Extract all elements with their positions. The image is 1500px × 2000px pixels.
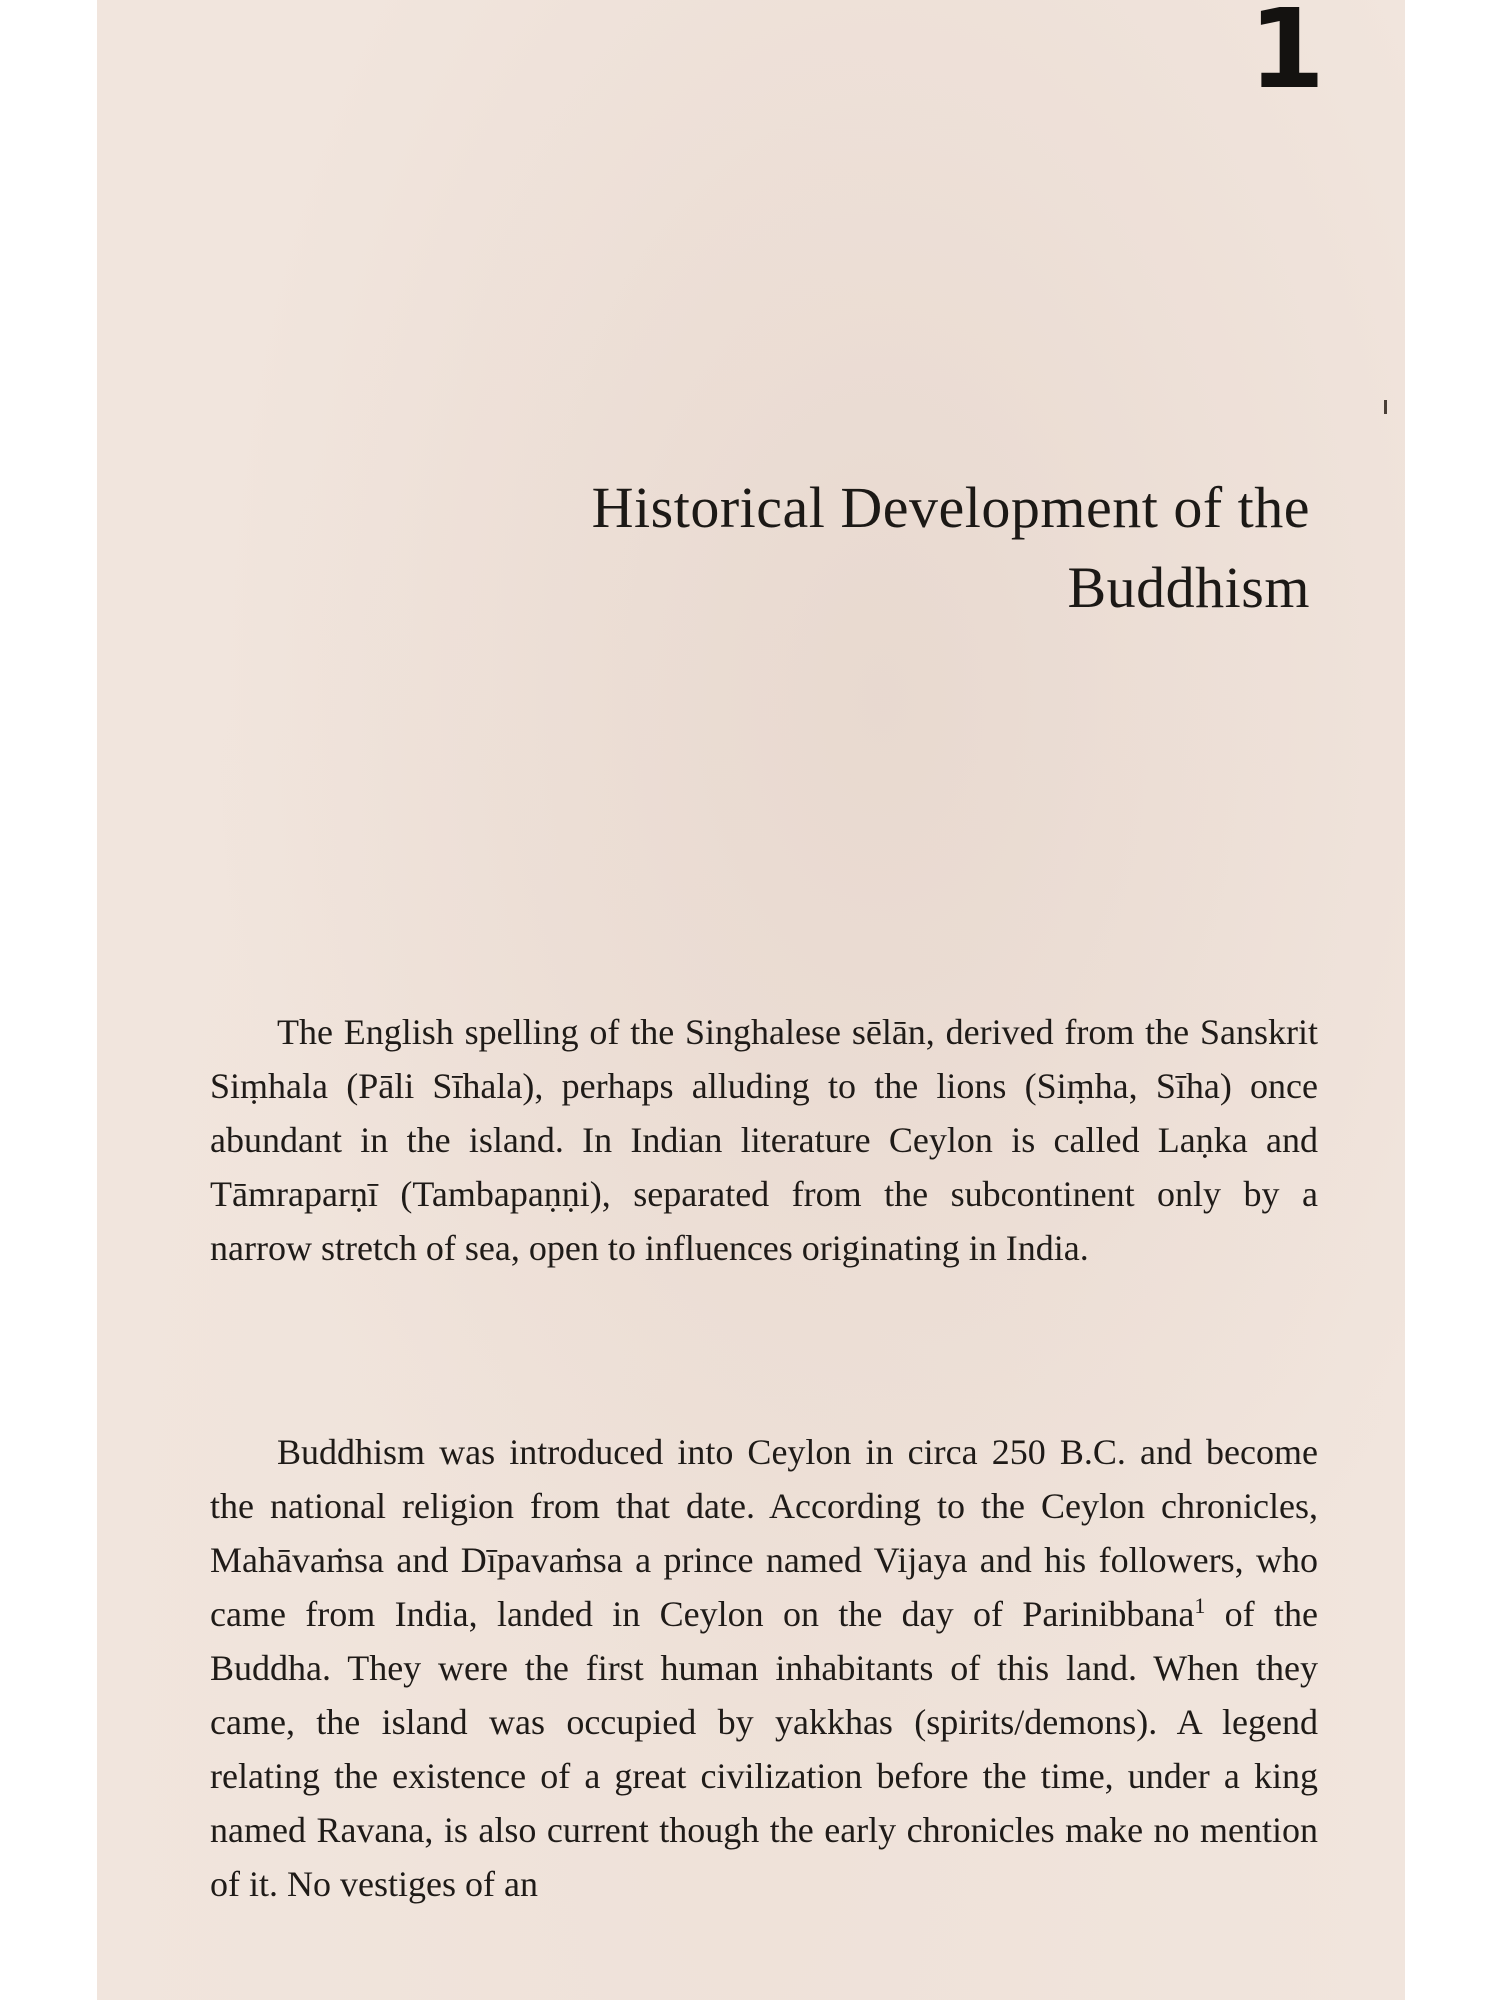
chapter-title-line-1: Historical Development of the: [591, 475, 1310, 540]
footnote-marker: 1: [1194, 1593, 1206, 1618]
paragraph-2-text-a: Buddhism was introduced into Ceylon in circa 250 B.C. and become the national religion from that date. According to the Ceylon chronicles, Mahāvaṁsa and Dīpavaṁsa a prince named Vijaya and his followers, who came from India, landed in Ceylon on the day of Parinibbana: [210, 1432, 1318, 1634]
book-page: [97, 0, 1405, 2000]
chapter-number: 1: [1248, 0, 1325, 113]
paragraph-2: [210, 1425, 1318, 1945]
paragraph-1: The English spelling of the Singhalese sēlān, derived from the Sanskrit Siṃhala (Pāli Sīhala), perhaps alluding to the lions (Siṃha, Sīha) once abundant in the island. In Indian literature Ceylon is called Laṇka and Tāmraparṇī (Tambapaṇṇi), separated from the subcontinent only by a narrow stretch of sea, open to influences originating in India.: [210, 1012, 1318, 1268]
margin-mark: [1384, 400, 1387, 414]
chapter-title-line-2: Buddhism: [1067, 555, 1310, 620]
paragraph-2-text-b: of the Buddha. They were the first human inhabitants of this land. When they came, the island was occupied by yakkhas (spirits/demons). A legend relating the existence of a great civilization before the time, under a king named Ravana, is also current though the early chronicles make no mention of it. No vestiges of an: [210, 1594, 1318, 1904]
chapter-title: [410, 468, 1310, 628]
